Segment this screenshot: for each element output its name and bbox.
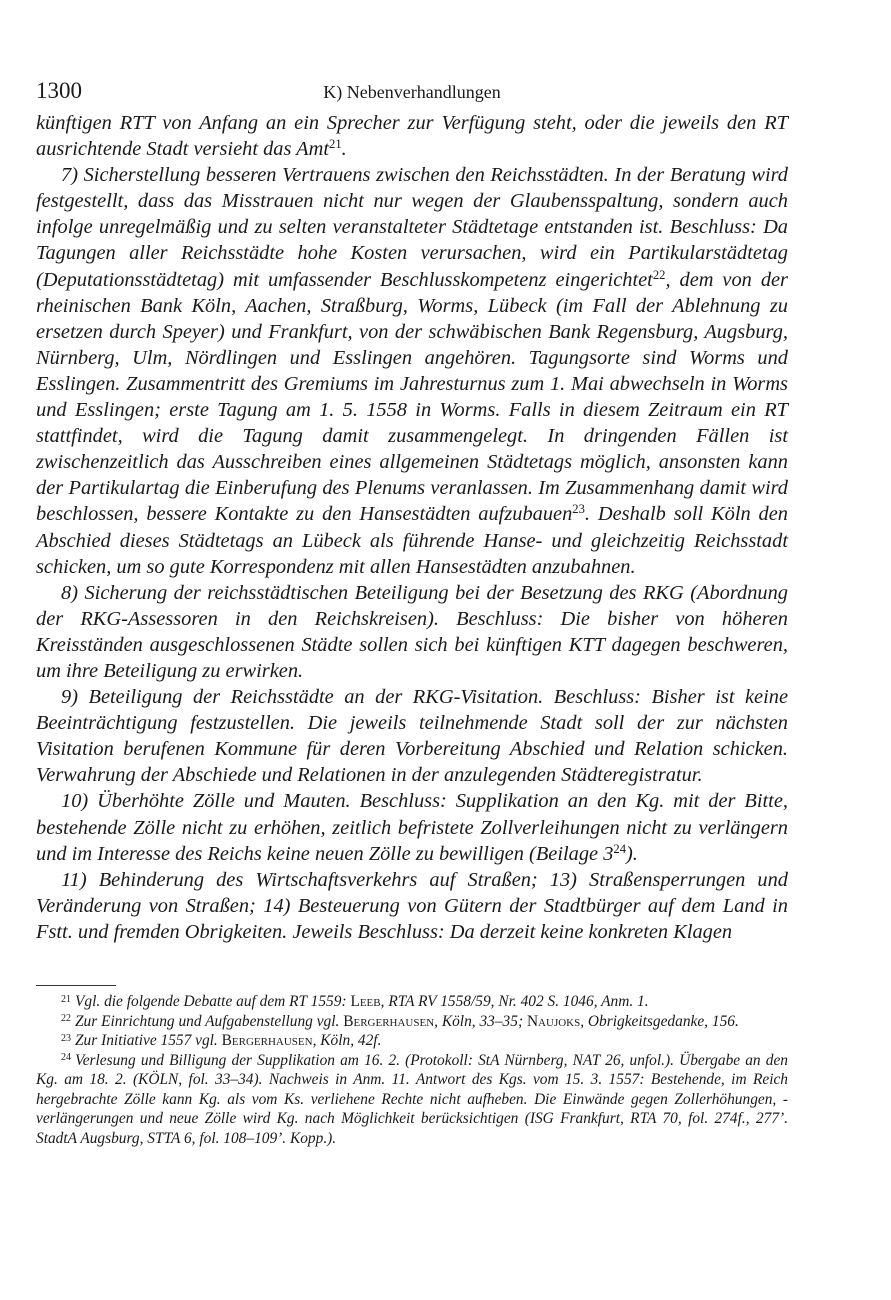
footnote-number: 21 [61, 993, 71, 1005]
footnote-number: 24 [61, 1052, 71, 1063]
author-name: Leeb [350, 993, 381, 1010]
running-title: K) Nebenverhandlungen [323, 82, 501, 102]
author-name: Bergerhausen [221, 1032, 313, 1049]
footnote-ref-24[interactable]: 24 [613, 841, 627, 856]
paragraph-item-9: 9) Beteiligung der Reichsstädte an der RKG-Visitation. Beschluss: Bisher ist keine Beeinträchtigung festzustellen. Die jeweils teilnehmende Stadt soll der zur nächsten Visitation berufenen Kommune für deren Vorbereitung Abschied und Relation schicken. Verwahrung der Abschiede und Relationen in der anzulegenden Städteregistratur. [36, 686, 788, 787]
paragraph-item-10: 10) Überhöhte Zölle und Mauten. Beschluss: Supplikation an den Kg. mit der Bitte, bestehende Zölle nicht zu erhöhen, zeitlich befristete Zollverleihungen nicht zu verlängern und im Interesse des Reichs keine neuen Zölle zu bewilligen (Beilage $3^{24}$). [36, 790, 788, 865]
paragraph-item-7: 7) Sicherstellung besseren Vertrauens zwischen den Reichsstädten. In der Beratung wird festgestellt, dass das Misstrauen nicht nur wegen der Glaubensspaltung, sondern auch infolge unregelmäßig und zu selten veranstalteter Städtetage entstanden ist. Beschluss: Da Tagungen aller Reichsstädte hohe Kosten verursachen, wird ein Partikularstädtetag (Deputationsstädtetag) mit umfassender Beschlusskompetenz eingerichtet$^{22}$, dem von der rheinischen Bank Köln, Aachen, Straßburg, Worms, Lübeck (im Fall der Ablehnung zu ersetzen durch Speyer) und Frankfurt, von der schwäbischen Bank Regensburg, Augsburg, Nürnberg, Ulm, Nördlingen und Esslingen angehören. Tagungsorte sind Worms und Esslingen. Zusammentritt des Gremiums im Jahresturnus zum 1. Mai abwechseln in Worms und Esslingen; erste Tagung am 1. 5. 1558 in Worms. Falls in diesem Zeitraum ein RT stattfindet, wird die Tagung damit zusammengelegt. In dringenden Fällen ist zwischenzeitlich das Ausschreiben eines allgemeinen Städtetags möglich, ansonsten kann der Partikulartag die Einberufung des Plenums veranlassen. Im Zusammenhang damit wird beschlossen, bessere Kontakte zu den Hansestädten aufzubauen$^{23}$. Deshalb soll Köln den Abschied dieses Städtetags an Lübeck als führende Hanse- und gleichzeitig Reichsstadt schicken, um so gute Korrespondenz mit allen Hansestädten anzubahnen. [36, 164, 788, 578]
footnote-22: $^{22}$ Zur Einrichtung und Aufgabenstellung vgl. Bergerhausen, Köln, 33–35; Naujoks, Obrigkeitsgedanke, 156. [61, 1012, 739, 1030]
footnotes [36, 992, 788, 1148]
paragraph-item-8: 8) Sicherung der reichsstädtischen Beteiligung bei der Besetzung des RKG (Abordnung der RKG-Assessoren in den Reichskreisen). Beschluss: Die bisher von höheren Kreisständen ausgeschlossenen Städte sollen sich bei künftigen KTT dagegen beschweren, um ihre Beteiligung zu erwirken. [36, 581, 788, 682]
page-number: 1300 [36, 78, 82, 103]
footnote-ref-22[interactable]: 22 [652, 267, 666, 282]
footnote-ref-23[interactable]: 23 [572, 502, 585, 517]
footnote-24: $^{24}$ Verlesung und Billigung der Supplikation am 16. 2. (Protokoll: StA Nürnberg, NAT 26, unfol.). Übergabe an den Kg. am 18. 2. (KÖLN, fol. 33–34). Nachweis in Anm. 11. Antwort des Kgs. vom 15. 3. 1557: Bestehende, im Reich hergebrachte Zölle kann Kg. als vom Ks. verliehene Rechte nicht aufheben. Die Einwände gegen Zollerhöhungen, -verlängerungen und neue Zölle wird Kg. nach Möglichkeit berücksichtigen (ISG Frankfurt, RTA 70, fol. 274f., 277’. StadtA Augsburg, STTA 6, fol. 108–109’. Kopp.). [36, 1051, 788, 1147]
footnote-21: $^{21}$ Vgl. die folgende Debatte auf dem RT 1559: Leeb, RTA RV 1558/59, Nr. 402 S. 1046, Anm. 1. [61, 993, 649, 1010]
document-page [36, 76, 788, 1148]
running-head [36, 76, 788, 110]
body-text [36, 110, 788, 945]
paragraph-continuation: künftigen RTT von Anfang an ein Sprecher zur Verfügung steht, oder die jeweils den RT ausrichtende Stadt versieht das Amt$^{21}$. [36, 112, 788, 161]
footnote-ref-21[interactable]: 21 [329, 137, 342, 152]
paragraph-item-11: 11) Behinderung des Wirtschaftsverkehrs auf Straßen; 13) Straßensperrungen und Veränderung von Straßen; 14) Besteuerung von Gütern der Stadtbürger auf dem Land in Fstt. und fremden Obrigkeiten. Jeweils Beschluss: Da derzeit keine konkreten Klagen [36, 868, 788, 943]
footnote-23: $^{23}$ Zur Initiative 1557 vgl. Bergerhausen, Köln, 42f. [61, 1032, 382, 1049]
footnote-divider [36, 985, 116, 986]
author-name: Bergerhausen [343, 1012, 435, 1030]
footnote-number: 23 [61, 1032, 71, 1044]
footnote-number: 22 [61, 1013, 71, 1024]
author-name: Naujoks [526, 1012, 581, 1030]
